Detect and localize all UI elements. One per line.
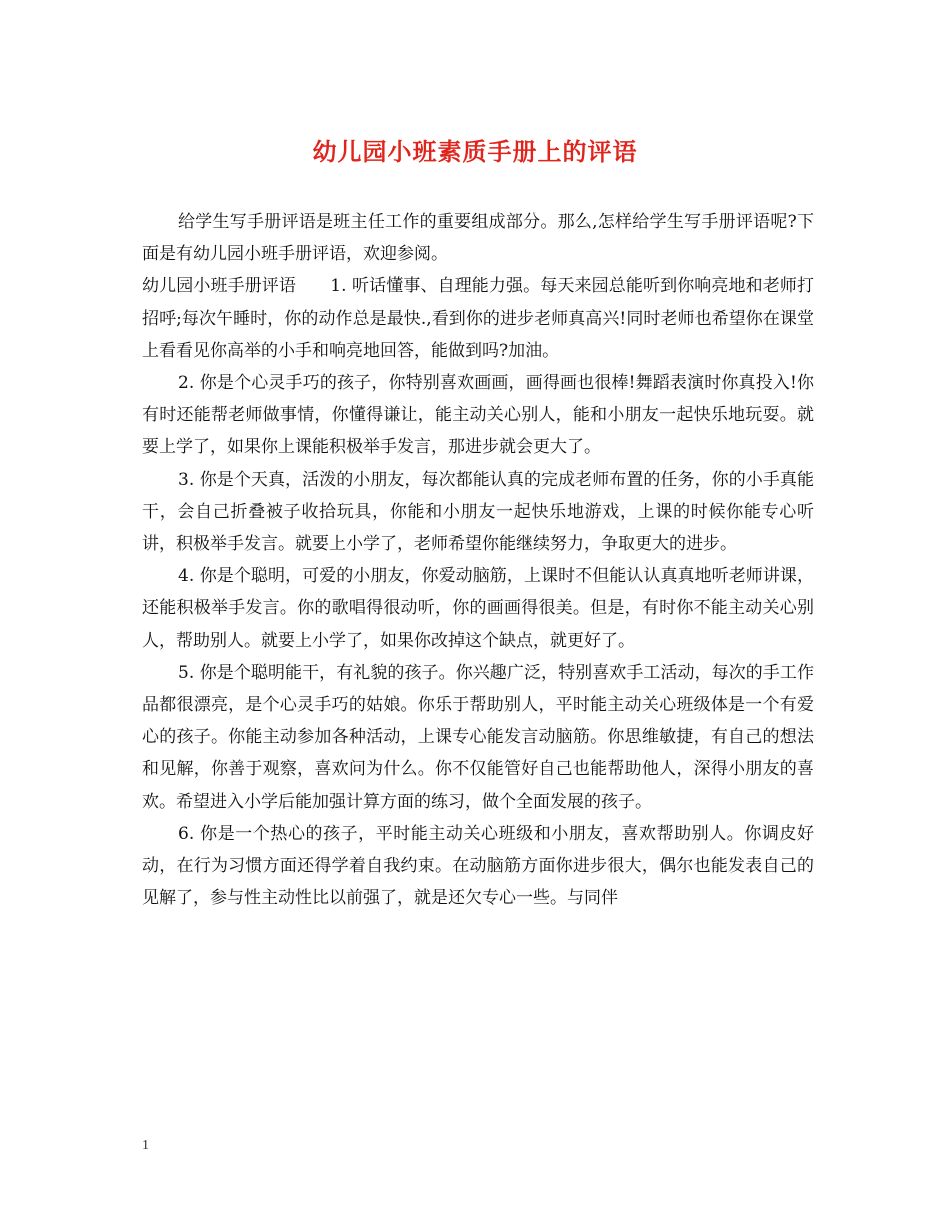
comment-paragraph-4: 4. 你是个聪明，可爱的小朋友，你爱动脑筋，上课时不但能认认真真地听老师讲课，还能积极举手发言。你的歌唱得很动听，你的画画得很美。但是，有时你不能主动关心别人，帮助别人。就要上小学了，如果你改掉这个缺点，就更好了。 bbox=[142, 566, 814, 651]
page-number: 1 bbox=[142, 1138, 149, 1153]
comment-paragraph-6: 6. 你是一个热心的孩子，平时能主动关心班级和小朋友，喜欢帮助别人。你调皮好动，在行为习惯方面还得学着自我约束。在动脑筋方面你进步很大，偶尔也能发表自己的见解了，参与性主动性比以前强了，就是还欠专心一些。与同伴 bbox=[142, 823, 814, 909]
comment-paragraph-5: 5. 你是个聪明能干，有礼貌的孩子。你兴趣广泛，特别喜欢手工活动，每次的手工作品都很漂亮，是个心灵手巧的姑娘。你乐于帮助别人，平时能主动关心班级体是一个有爱心的孩子。你能主动参加各种活动，上课专心能发言动脑筋。你思维敏捷，有自己的想法和见解，你善于观察，喜欢问为什么。你不仅能管好自己也能帮助他人，深得小朋友的喜欢。希望进入小学后能加强计算方面的练习，做个全面发展的孩子。 bbox=[142, 662, 814, 812]
intro-paragraph: 给学生写手册评语是班主任工作的重要组成部分。那么,怎样给学生写手册评语呢?下面是有幼儿园小班手册评语，欢迎参阅。 bbox=[142, 212, 814, 265]
document-body bbox=[142, 206, 814, 914]
section-heading-paragraph: 幼儿园小班手册评语 1. 听话懂事、自理能力强。每天来园总能听到你响亮地和老师打招呼;每次午睡时，你的动作总是最快.,看到你的进步老师真高兴!同时老师也希望你在课堂上看看见你高举的小手和响亮地回答，能做到吗?加油。 bbox=[142, 276, 814, 361]
comment-paragraph-2: 2. 你是个心灵手巧的孩子，你特别喜欢画画，画得画也很棒!舞蹈表演时你真投入!你有时还能帮老师做事情，你懂得谦让，能主动关心别人，能和小朋友一起快乐地玩耍。就要上学了，如果你上课能积极举手发言，那进步就会更大了。 bbox=[142, 373, 814, 458]
document-title: 幼儿园小班素质手册上的评语 bbox=[312, 137, 638, 166]
comment-paragraph-3: 3. 你是个天真，活泼的小朋友，每次都能认真的完成老师布置的任务，你的小手真能干，会自己折叠被子收拾玩具，你能和小朋友一起快乐地游戏，上课的时候你能专心听讲，积极举手发言。就要上小学了，老师希望你能继续努力，争取更大的进步。 bbox=[142, 469, 814, 555]
